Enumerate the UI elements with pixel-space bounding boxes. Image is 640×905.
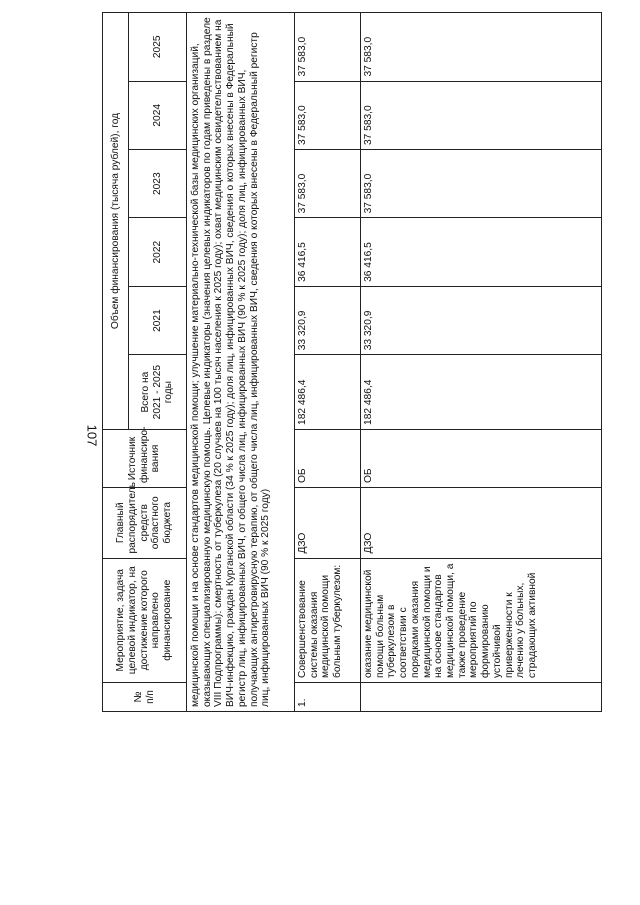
row-total: 182 486,4 <box>295 355 361 430</box>
financing-table <box>102 12 602 712</box>
table-row <box>361 13 602 712</box>
row-2022: 36 416,5 <box>295 218 361 286</box>
row-manager: ДЗО <box>361 488 602 559</box>
row-2024: 37 583,0 <box>295 81 361 149</box>
table-row <box>295 13 361 712</box>
row-activity: Совершенствование системы оказания медицинской помощи больным туберкулезом: <box>295 558 361 682</box>
row-2024: 37 583,0 <box>361 81 602 149</box>
header-activity: Мероприятие, задача целевой индикатор, на достижение которого направлено финансирование <box>103 558 187 682</box>
header-manager: Главный распорядитель средств областного бюджета <box>103 488 187 559</box>
header-source: Источник финансиро-вания <box>103 429 187 487</box>
header-total: Всего на 2021 - 2025 годы <box>129 355 187 430</box>
description-cell: медицинской помощи и на основе стандартов медицинской помощи; улучшение материально-технической базы медицинских организаций, оказывающих специализированную медицинскую помощь. Целевые индикаторы (значения целевых индикаторов по годам приведены в разделе VIII Подпрограммы): смертность от туберкулеза (20 случаев на 100 тысяч населения к 2025 году); охват медицинским освидетельствованием на ВИЧ-инфекцию, граждан Курганской области (34 % к 2025 году); доля лиц, инфицированных ВИЧ, сведения о которых внесены в Федеральный регистр лиц, инфицированных ВИЧ, от общего числа лиц, инфицированных ВИЧ (90 % к 2025 году); доля лиц, инфицированных ВИЧ, получающих антиретровирусную терапию, от общего числа лиц, инфицированных ВИЧ, сведения о которых внесены в Федеральный регистр лиц, инфицированных ВИЧ (90 % к 2025 году) <box>187 13 295 712</box>
row-2025: 37 583,0 <box>361 13 602 82</box>
row-2023: 37 583,0 <box>361 149 602 217</box>
header-year-2025: 2025 <box>129 13 187 82</box>
row-num: 1. <box>295 682 361 711</box>
header-year-2022: 2022 <box>129 218 187 286</box>
header-num: № п/п <box>103 682 187 711</box>
row-manager: ДЗО <box>295 488 361 559</box>
row-source: ОБ <box>361 429 602 487</box>
row-2022: 36 416,5 <box>361 218 602 286</box>
row-2023: 37 583,0 <box>295 149 361 217</box>
page-number: 107 <box>84 424 100 447</box>
header-year-2024: 2024 <box>129 81 187 149</box>
header-year-2023: 2023 <box>129 149 187 217</box>
header-year-2021: 2021 <box>129 286 187 354</box>
row-source: ОБ <box>295 429 361 487</box>
row-2021: 33 320,9 <box>361 286 602 354</box>
row-2025: 37 583,0 <box>295 13 361 82</box>
row-total: 182 486,4 <box>361 355 602 430</box>
financing-table-container <box>102 12 602 712</box>
row-num <box>361 682 602 711</box>
row-2021: 33 320,9 <box>295 286 361 354</box>
header-funding-group: Объем финансирования (тысяча рублей), год <box>103 13 129 430</box>
row-activity: оказание медицинской помощи больным туберкулезом в соответствии с порядками оказания медицинской помощи и на основе стандартов медицинской помощи, а также проведение мероприятий по формированию устойчивой приверженности к лечению у больных, страдающих активной <box>361 558 602 682</box>
